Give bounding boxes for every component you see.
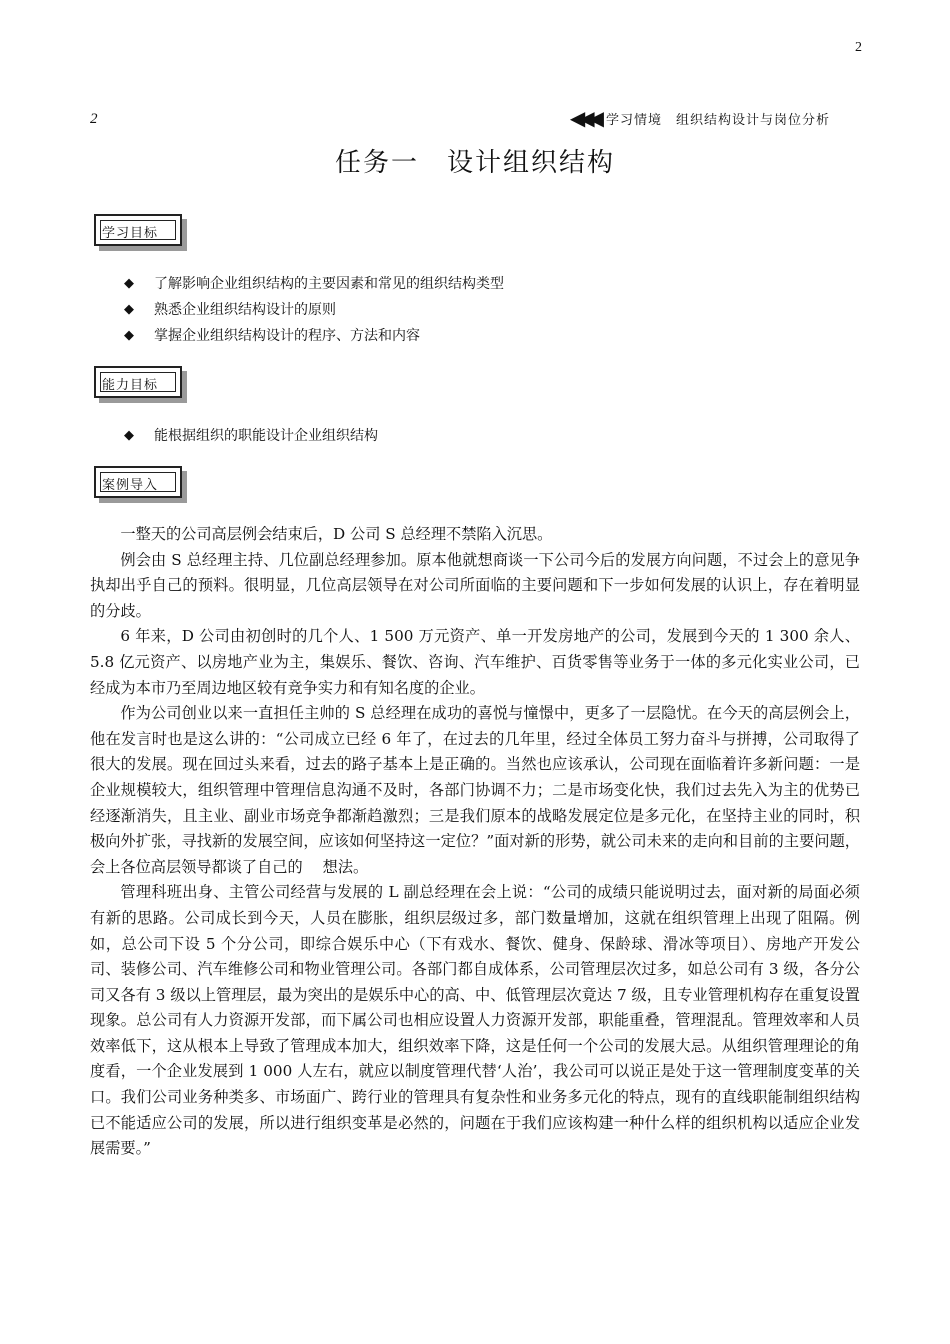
ability-goals-list bbox=[124, 423, 378, 449]
diamond-bullet-icon: ◆ bbox=[124, 428, 134, 443]
list-item-text: 熟悉企业组织结构设计的原则 bbox=[154, 302, 336, 318]
task-title: 任务一 设计组织结构 bbox=[334, 148, 615, 178]
paragraph: 例会由 S 总经理主持、几位副总经理参加。原本他就想商谈一下公司今后的发展方向问题，不过会上的意见争执却出乎自己的预料。很明显，几位高层领导在对公司所面临的主要问题和下一步如何发展的认识上，存在着明显的分歧。 bbox=[90, 550, 860, 620]
list-item-text: 掌握企业组织结构设计的程序、方法和内容 bbox=[154, 328, 420, 344]
page-number-top: 2 bbox=[855, 40, 862, 55]
paragraph: 作为公司创业以来一直担任主帅的 S 总经理在成功的喜悦与憧憬中，更多了一层隐忧。在今天的高层例会上，他在发言时也是这么讲的：“公司成立已经 6 年了，在过去的几年里，经过全体员工努力奋斗与拼搏，公司取得了很大的发展。现在回过头来看，过去的路子基本上是正确的。当然也应该承认，公司现在面临着许多新问题：一是企业规模较大，组织管理中管理信息沟通不及时，各部门协调不力；二是市场变化快，我们过去先入为主的优势已经逐渐消失，且主业、副业市场竞争都渐趋激烈；三是我们原本的战略发展定位是多元化，在坚持主业的同时，积极向外扩张，寻找新的发展空间，应该如何坚持这一定位？”面对新的形势，就公司未来的走向和目前的主要问题，会上各位高层领导都谈了自己的 想法。 bbox=[90, 704, 860, 876]
paragraph: 6 年来，D 公司由初创时的几个人、1 500 万元资产、单一开发房地产的公司，发展到今天的 1 300 余人、5.8 亿元资产、以房地产业为主，集娱乐、餐饮、咨询、汽车维护、百货零售等业务于一体的多元化实业公司，已经成为本市乃至周边地区较有竞争实力和有知名度的企业。 bbox=[90, 627, 860, 697]
section-label: 学习目标 bbox=[102, 226, 159, 241]
header-chapter-title: 学习情境 组织结构设计与岗位分析 bbox=[605, 112, 830, 128]
learning-goals-list bbox=[124, 271, 504, 349]
diamond-bullet-icon: ◆ bbox=[124, 328, 134, 343]
list-item bbox=[124, 323, 504, 349]
list-item-text: 了解影响企业组织结构的主要因素和常见的组织结构类型 bbox=[154, 276, 504, 292]
header-chapter-info bbox=[570, 108, 830, 128]
triple-arrow-icon: ◀◀◀ bbox=[569, 106, 598, 130]
list-item-text: 能根据组织的职能设计企业组织结构 bbox=[154, 428, 378, 444]
list-item bbox=[124, 297, 504, 323]
paragraph: 管理科班出身、主管公司经营与发展的 L 副总经理在会上说：“公司的成绩只能说明过去，面对新的局面必须有新的思路。公司成长到今天，人员在膨胀，组织层级过多，部门数量增加，这就在组织管理上出现了阻隔。例如，总公司下设 5 个分公司，即综合娱乐中心（下有戏水、餐饮、健身、保龄球、滑冰等项目）、房地产开发公司、装修公司、汽车维修公司和物业管理公司。各部门都自成体系，公司管理层次过多，如总公司有 3 级，各分公司又各有 3 级以上管理层，最为突出的是娱乐中心的高、中、低管理层次竟达 7 级，且专业管理机构存在重复设置现象。总公司有人力资源开发部，而下属公司也相应设置人力资源开发部，职能重叠，管理混乱。管理效率和人员效率低下，这从根本上导致了管理成本加大，组织效率下降，这是任何一个公司的发展大忌。从组织管理理论的角度看，一个企业发展到 1 000 人左右，就应以制度管理代替‘人治’，我公司可以说正是处于这一管理制度变革的关口。我们公司业务种类多、市场面广、跨行业的管理具有复杂性和业务多元化的特点，现有的直线职能制组织结构已不能适应公司的发展，所以进行组织变革是必然的，问题在于我们应该构建一种什么样的组织机构以适应企业发展需要。” bbox=[90, 883, 860, 1158]
diamond-bullet-icon: ◆ bbox=[124, 276, 134, 291]
list-item bbox=[124, 271, 504, 297]
case-body-text bbox=[90, 522, 860, 1162]
section-label-box-ability-goals bbox=[94, 366, 182, 398]
paragraph: 一整天的公司高层例会结束后，D 公司 S 总经理不禁陷入沉思。 bbox=[120, 525, 553, 543]
section-label: 能力目标 bbox=[102, 378, 159, 393]
section-label-box-case-intro bbox=[94, 466, 182, 498]
list-item bbox=[124, 423, 378, 449]
section-label-box-learning-goals bbox=[94, 214, 182, 246]
running-header bbox=[90, 106, 830, 130]
section-label: 案例导入 bbox=[102, 478, 159, 493]
header-page-number: 2 bbox=[90, 111, 98, 127]
diamond-bullet-icon: ◆ bbox=[124, 302, 134, 317]
